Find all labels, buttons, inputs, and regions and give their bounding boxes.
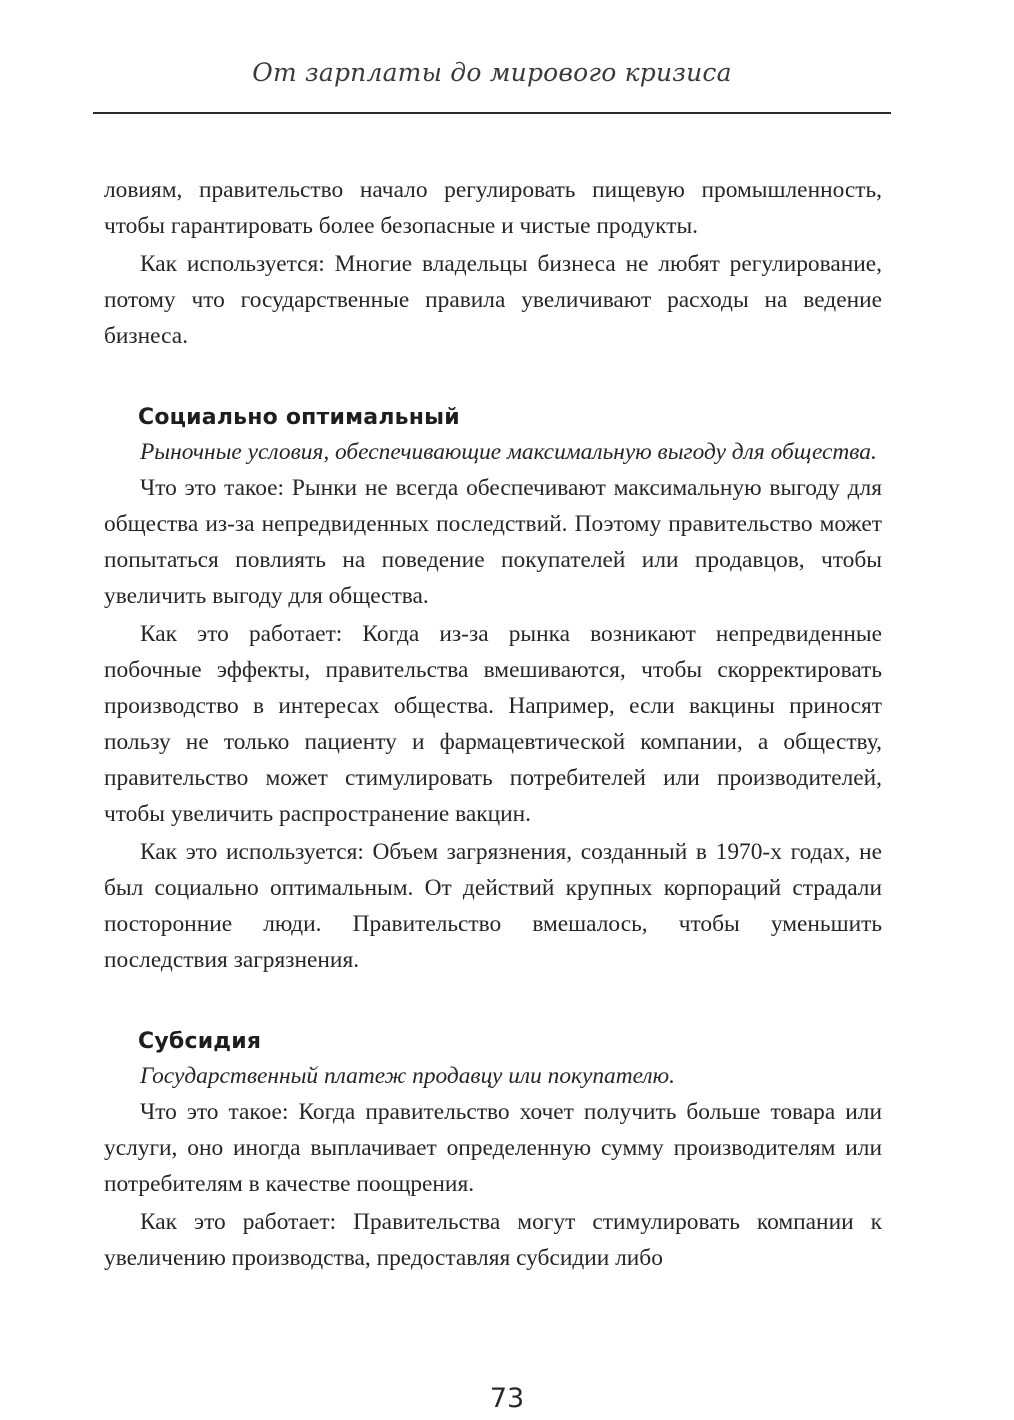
paragraph-how-it-works-subsidy: Как это работает: Правительства могут стимулировать компании к увеличению производства, предоставляя субсидии либо	[104, 1209, 882, 1271]
page-number: 73	[489, 1383, 525, 1414]
paragraph-intro-usage: Как используется: Многие владельцы бизнеса не любят регулирование, потому что государственные правила увеличивают расходы на ведение бизнеса.	[104, 251, 882, 349]
paragraph-what-it-is-subsidy: Что это такое: Когда правительство хочет получить больше товара или услуги, оно иногда выплачивает определенную сумму производителям или потребителям в качестве поощрения.	[104, 1099, 882, 1197]
header-divider	[93, 112, 891, 114]
paragraph-how-it-is-used-socially-optimal: Как это используется: Объем загрязнения, созданный в 1970-х годах, не был социально оптимальным. От действий крупных корпораций страдали посторонние люди. Правительство вмешалось, чтобы уменьшить последствия загрязнения.	[104, 839, 882, 973]
running-head-title: От зарплаты до мирового кризиса	[252, 58, 732, 87]
term-definition-socially-optimal: Рыночные условия, обеспечивающие максимальную выгоду для общества.	[140, 439, 877, 465]
paragraph-how-it-works-socially-optimal: Как это работает: Когда из-за рынка возникают непредвиденные побочные эффекты, правительства вмешиваются, чтобы скорректировать производство в интересах общества. Например, если вакцины приносят пользу не только пациенту и фармацевтической компании, а обществу, правительство может стимулировать потребителей или производителей, чтобы увеличить распространение вакцин.	[104, 621, 882, 827]
paragraph-intro-continuation: ловиям, правительство начало регулировать пищевую промышленность, чтобы гарантировать более безопасные и чистые продукты.	[104, 177, 882, 239]
paragraph-what-it-is-socially-optimal: Что это такое: Рынки не всегда обеспечивают максимальную выгоду для общества из-за непредвиденных последствий. Поэтому правительство может попытаться повлиять на поведение покупателей или продавцов, чтобы увеличить выгоду для общества.	[104, 475, 882, 609]
term-heading-subsidy: Субсидия	[138, 1029, 262, 1054]
term-heading-socially-optimal: Социально оптимальный	[138, 405, 460, 430]
term-definition-subsidy: Государственный платеж продавцу или покупателю.	[140, 1063, 675, 1089]
page-body	[104, 172, 882, 1276]
